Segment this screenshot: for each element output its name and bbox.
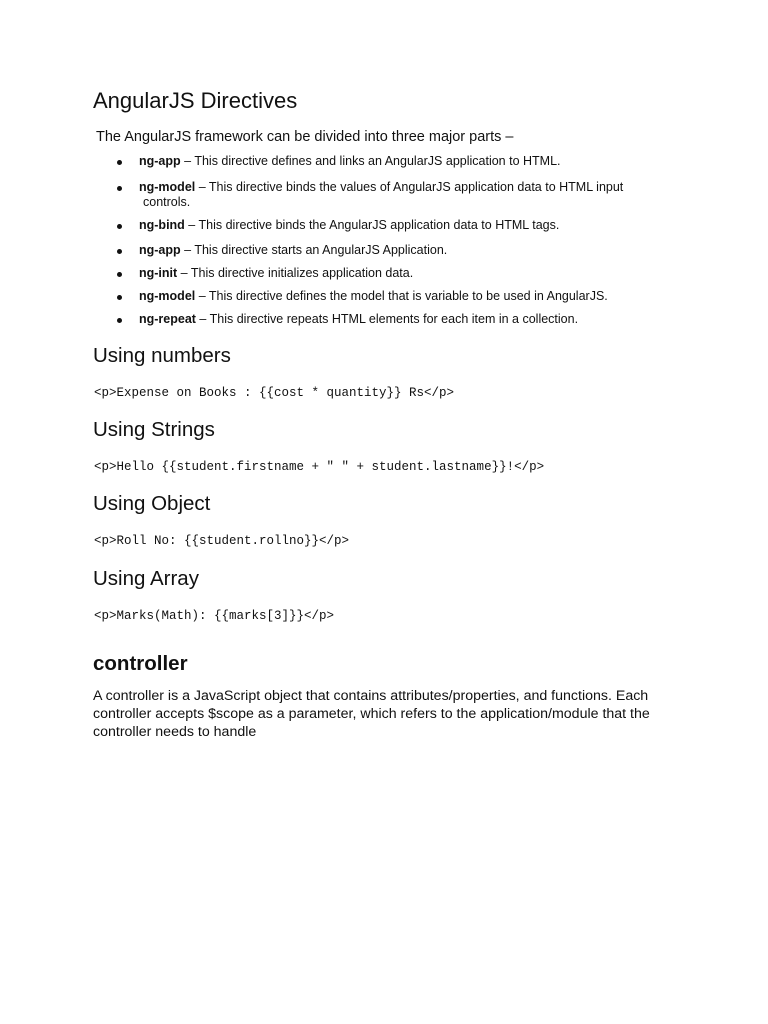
directive-term: ng-init	[139, 266, 178, 280]
directive-term: ng-repeat	[139, 312, 196, 326]
directive-term: ng-app	[139, 154, 181, 168]
bullet-icon	[117, 295, 122, 300]
directive-term: ng-model	[139, 289, 196, 303]
bullet-icon	[117, 318, 122, 323]
section-heading-strings: Using Strings	[93, 418, 215, 441]
bullet-icon	[117, 272, 122, 277]
page-title: AngularJS Directives	[93, 88, 298, 113]
code-line-array: <p>Marks(Math): {{marks[3]}}</p>	[94, 609, 335, 623]
code-line-strings: <p>Hello {{student.firstname + " " + student.lastname}}!</p>	[94, 460, 545, 474]
directive-description: – This directive repeats HTML elements for each item in a collection.	[195, 312, 579, 326]
section-heading-object: Using Object	[93, 492, 211, 515]
controller-paragraph: A controller is a JavaScript object that contains attributes/properties, and functions. Each controller accepts $scope as a parameter, which refers to the application/module that the controller needs to handle	[93, 688, 650, 740]
directive-description: – This directive initializes application data.	[177, 266, 414, 280]
directive-term: ng-app	[139, 243, 181, 257]
directive-term: ng-bind	[139, 218, 185, 232]
directive-description: – This directive defines and links an AngularJS application to HTML.	[180, 154, 561, 168]
code-line-numbers: <p>Expense on Books : {{cost * quantity}} Rs</p>	[94, 386, 455, 400]
section-heading-numbers: Using numbers	[93, 344, 231, 367]
code-line-object: <p>Roll No: {{student.rollno}}</p>	[94, 534, 350, 548]
directive-description-continuation: controls.	[143, 195, 191, 209]
directive-description: – This directive binds the values of AngularJS application data to HTML input	[195, 180, 624, 194]
bullet-icon	[117, 160, 122, 165]
directive-description: – This directive defines the model that is variable to be used in AngularJS.	[195, 289, 608, 303]
section-heading-controller: controller	[93, 652, 188, 675]
directive-description: – This directive binds the AngularJS application data to HTML tags.	[184, 218, 560, 232]
bullet-icon	[117, 186, 122, 191]
bullet-icon	[117, 224, 122, 229]
directive-term: ng-model	[139, 180, 196, 194]
bullet-icon	[117, 249, 122, 254]
directive-description: – This directive starts an AngularJS Application.	[180, 243, 448, 257]
intro-text: The AngularJS framework can be divided into three major parts –	[96, 129, 514, 145]
section-heading-array: Using Array	[93, 567, 199, 590]
